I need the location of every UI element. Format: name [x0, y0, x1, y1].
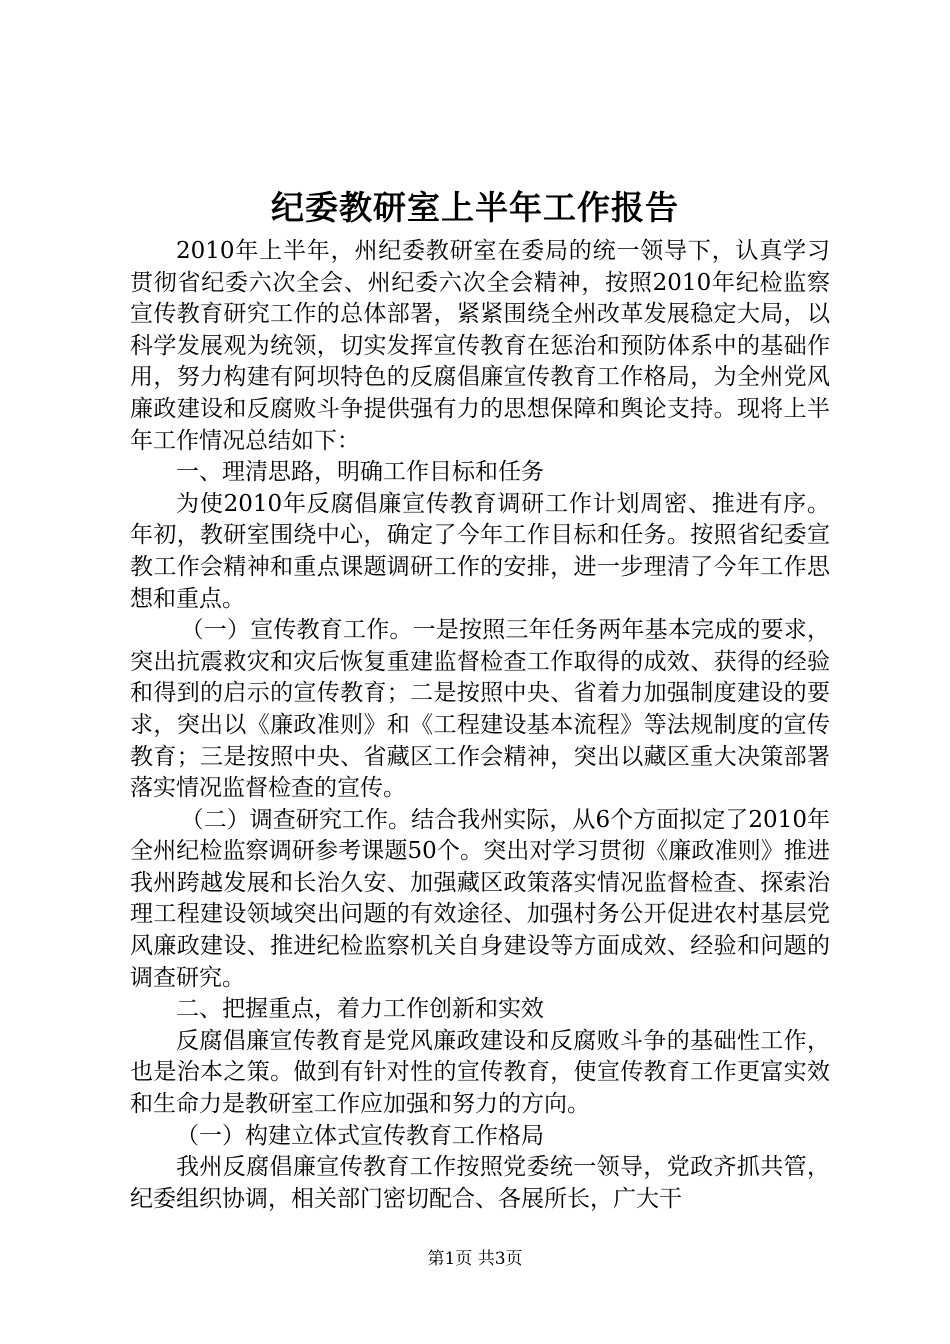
- section-1-paragraph: 为使2010年反腐倡廉宣传教育调研工作计划周密、推进有序。年初，教研室围绕中心，确定了今年工作目标和任务。按照省纪委宣教工作会精神和重点课题调研工作的安排，进一步理清了今年工作思想和重点。: [130, 490, 830, 612]
- intro-paragraph: 2010年上半年，州纪委教研室在委局的统一领导下，认真学习贯彻省纪委六次全会、州纪委六次全会精神，按照2010年纪检监察宣传教育研究工作的总体部署，紧紧围绕全州改革发展稳定大局，以科学发展观为统领，切实发挥宣传教育在惩治和预防体系中的基础作用，努力构建有阿坝特色的反腐倡廉宣传教育工作格局，为全州党风廉政建设和反腐败斗争提供强有力的思想保障和舆论支持。现将上半年工作情况总结如下：: [130, 238, 830, 454]
- document-title: 纪委教研室上半年工作报告: [271, 188, 679, 227]
- page-number-footer: 第1页 共3页: [427, 1249, 523, 1269]
- subsection-research-paragraph: （二）调查研究工作。结合我州实际，从6个方面拟定了2010年全州纪检监察调研参考课题50个。突出对学习贯彻《廉政准则》推进我州跨越发展和长治久安、加强藏区政策落实情况监督检查、探索治理工程建设领域突出问题的有效途径、加强村务公开促进农村基层党风廉政建设、推进纪检监察机关自身建设等方面成效、经验和问题的调查研究。: [130, 806, 830, 991]
- document-body: [130, 236, 830, 1215]
- subsection-heading: （一）构建立体式宣传教育工作格局: [176, 1122, 544, 1149]
- section-heading-2: 二、把握重点，着力工作创新和实效: [176, 996, 544, 1023]
- section-2-paragraph: 反腐倡廉宣传教育是党风廉政建设和反腐败斗争的基础性工作，也是治本之策。做到有针对性的宣传教育，使宣传教育工作更富实效和生命力是教研室工作应加强和努力的方向。: [130, 1027, 830, 1118]
- subsection-propaganda-paragraph: （一）宣传教育工作。一是按照三年任务两年基本完成的要求，突出抗震救灾和灾后恢复重建监督检查工作取得的成效、获得的经验和得到的启示的宣传教育；二是按照中央、省着力加强制度建设的要求，突出以《廉政准则》和《工程建设基本流程》等法规制度的宣传教育；三是按照中央、省藏区工作会精神，突出以藏区重大决策部署落实情况监督检查的宣传。: [130, 617, 830, 802]
- section-heading-1: 一、理清思路，明确工作目标和任务: [176, 459, 544, 486]
- subsection-paragraph: 我州反腐倡廉宣传教育工作按照党委统一领导，党政齐抓共管，纪委组织协调，相关部门密切配合、各展所长，广大干: [130, 1154, 830, 1212]
